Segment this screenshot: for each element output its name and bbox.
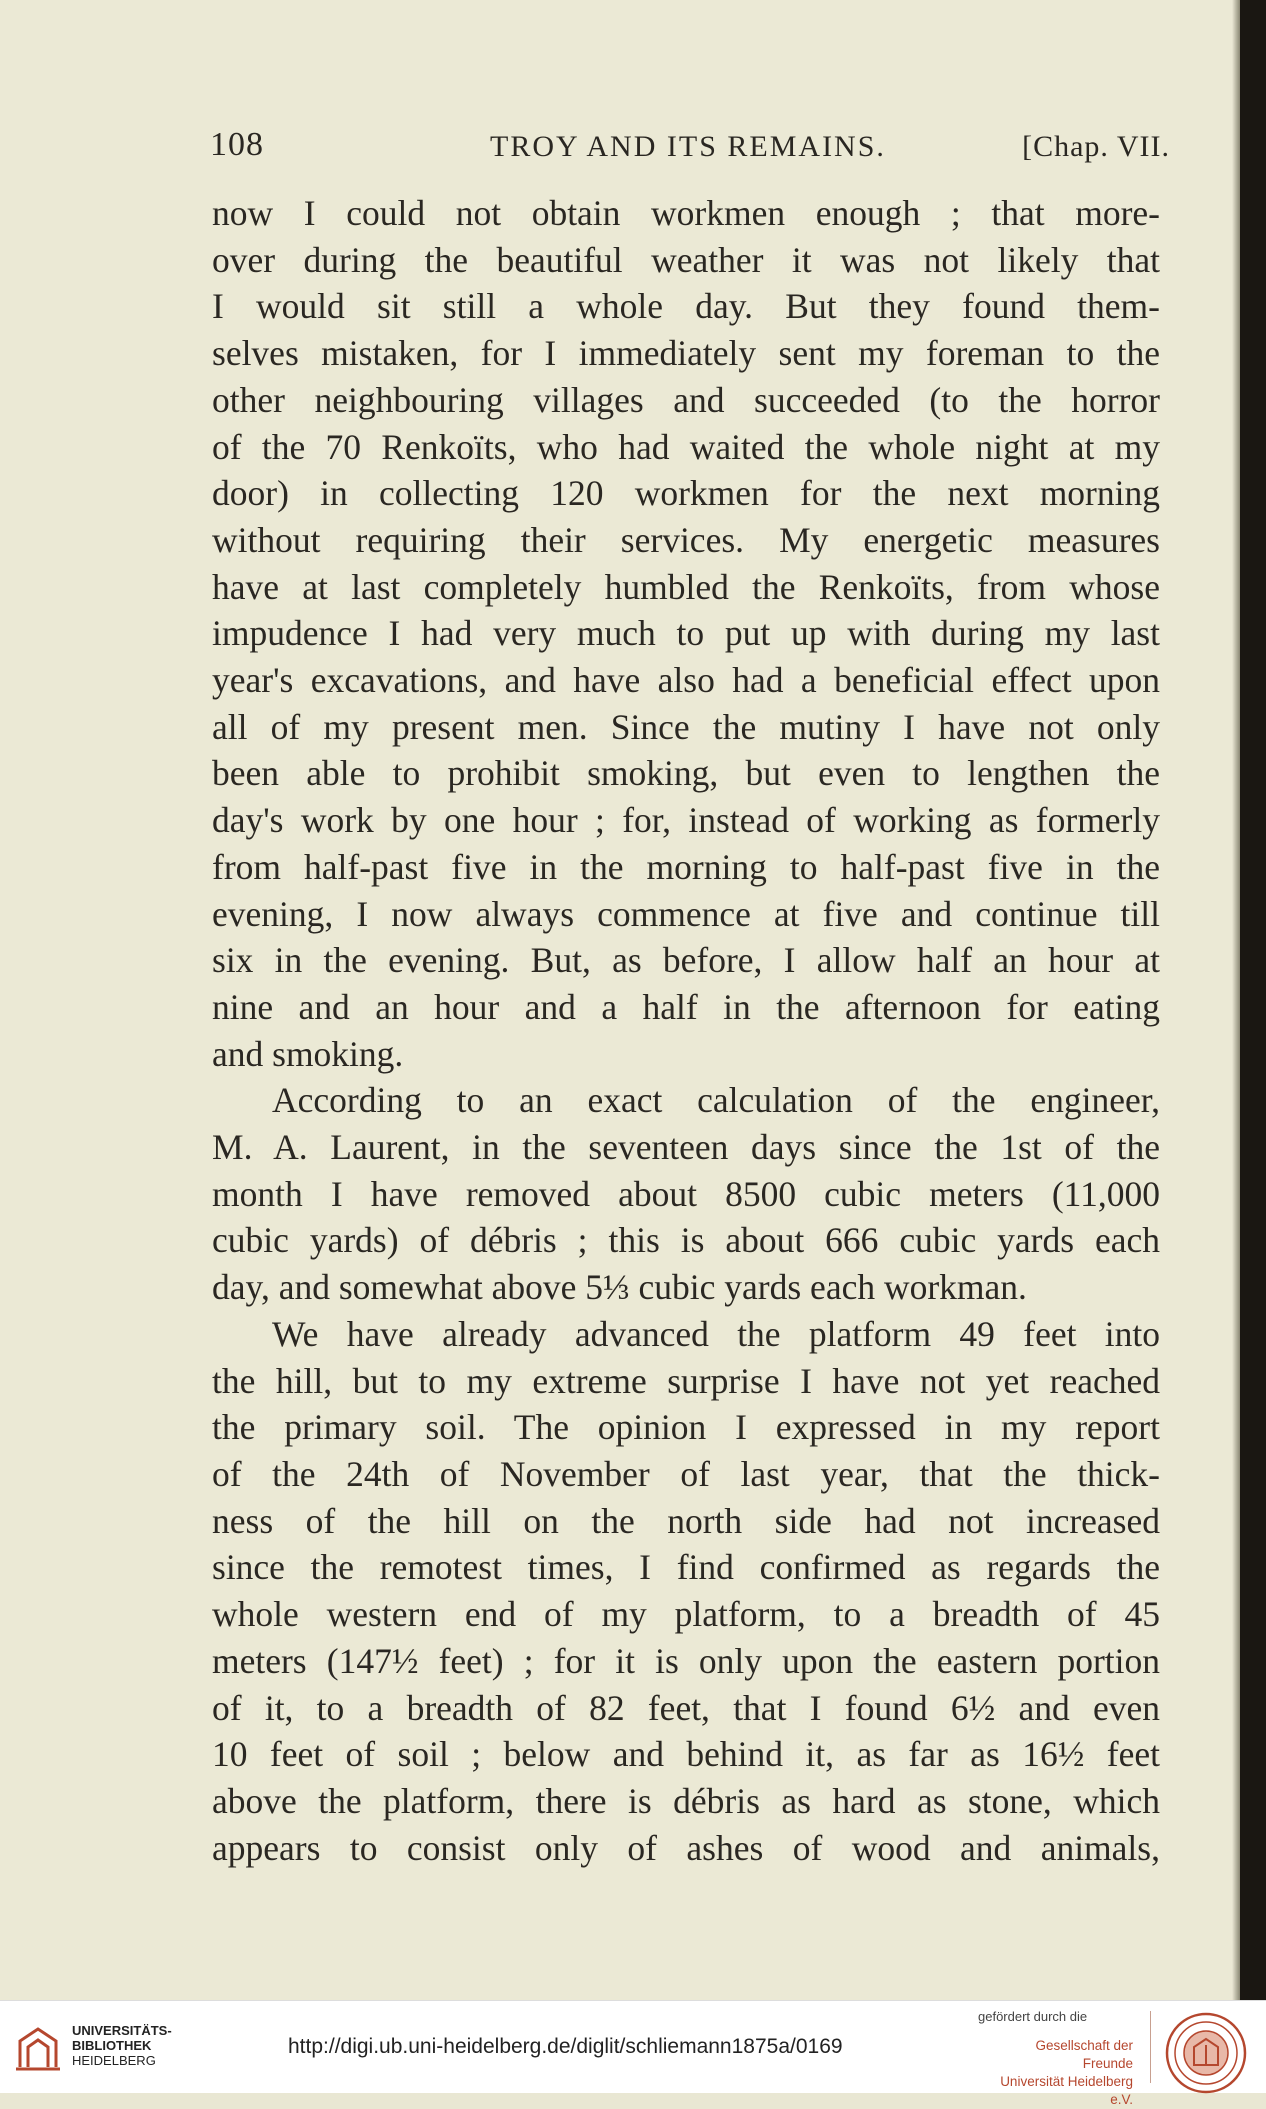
text-line: door) in collecting 120 workmen for the next morning bbox=[212, 473, 1160, 514]
text-line: cubic yards) of débris ; this is about 666 cubic yards each bbox=[212, 1220, 1160, 1261]
text-line: M. A. Laurent, in the seventeen days since the 1st of the bbox=[212, 1127, 1160, 1168]
text-line: above the platform, there is débris as hard as stone, which bbox=[212, 1780, 1160, 1821]
chapter-label: [Chap. VII. bbox=[1022, 130, 1170, 163]
text-line: and smoking. bbox=[212, 1033, 404, 1074]
text-line: day's work by one hour ; for, instead of working as formerly bbox=[212, 800, 1160, 841]
footer-divider bbox=[1150, 2011, 1151, 2083]
text-line: have at last completely humbled the Renkoïts, from whose bbox=[212, 566, 1160, 607]
text-line: all of my present men. Since the mutiny I have not only bbox=[212, 706, 1160, 747]
text-line: now I could not obtain workmen enough ; that more- bbox=[212, 193, 1160, 233]
page-gutter-shadow bbox=[1232, 0, 1240, 2000]
body-text bbox=[212, 190, 1160, 1871]
page-header bbox=[210, 126, 1170, 176]
sponsor-note: gefördert durch die bbox=[978, 2009, 1088, 2024]
text-line: the hill, but to my extreme surprise I have not yet reached bbox=[212, 1360, 1160, 1401]
text-line: whole western end of my platform, to a breadth of 45 bbox=[212, 1594, 1160, 1635]
book-spine-edge bbox=[1240, 0, 1266, 2000]
text-line: month I have removed about 8500 cubic meters (11,000 bbox=[212, 1173, 1160, 1214]
ub-heidelberg-logo-icon bbox=[12, 2023, 64, 2075]
text-line: other neighbouring villages and succeeded (to the horror bbox=[212, 379, 1160, 420]
library-name-line2: BIBLIOTHEK bbox=[72, 2038, 152, 2053]
text-line: without requiring their services. My energetic measures bbox=[212, 519, 1160, 560]
library-name-line1: UNIVERSITÄTS- bbox=[72, 2023, 172, 2038]
text-line: According to an exact calculation of the engineer, bbox=[272, 1080, 1160, 1121]
sponsor-line1: Gesellschaft der Freunde bbox=[1035, 2038, 1133, 2071]
text-line: of it, to a breadth of 82 feet, that I found 6½ and even bbox=[212, 1687, 1160, 1728]
text-line: year's excavations, and have also had a beneficial effect upon bbox=[212, 660, 1160, 701]
text-line: impudence I had very much to put up with during my last bbox=[212, 613, 1160, 654]
digitization-footer bbox=[0, 2000, 1266, 2107]
university-seal-icon bbox=[1164, 2011, 1248, 2095]
text-line: the primary soil. The opinion I expressed in my report bbox=[212, 1407, 1160, 1448]
text-line: ness of the hill on the north side had not increased bbox=[212, 1500, 1160, 1541]
running-title: TROY AND ITS REMAINS. bbox=[490, 130, 886, 163]
text-line: of the 70 Renkoïts, who had waited the whole night at my bbox=[212, 426, 1160, 467]
library-name-line3: HEIDELBERG bbox=[72, 2053, 156, 2068]
text-line: over during the beautiful weather it was not likely that bbox=[212, 239, 1160, 280]
sponsor-line2: Universität Heidelberg e.V. bbox=[1000, 2074, 1133, 2107]
page-number: 108 bbox=[210, 126, 264, 163]
text-line: been able to prohibit smoking, but even to lengthen the bbox=[212, 753, 1160, 794]
text-line: of the 24th of November of last year, that the thick- bbox=[212, 1453, 1160, 1494]
text-line: appears to consist only of ashes of wood and animals, bbox=[212, 1827, 1160, 1868]
text-line: selves mistaken, for I immediately sent my foreman to the bbox=[212, 333, 1160, 374]
permalink-url[interactable]: http://digi.ub.uni-heidelberg.de/diglit/schliemann1875a/0169 bbox=[288, 2035, 843, 2058]
text-line: evening, I now always commence at five and continue till bbox=[212, 893, 1160, 934]
text-line: I would sit still a whole day. But they found them- bbox=[212, 286, 1160, 327]
text-line: six in the evening. But, as before, I allow half an hour at bbox=[212, 940, 1160, 981]
text-line: meters (147½ feet) ; for it is only upon the eastern portion bbox=[212, 1640, 1160, 1681]
text-line: from half-past five in the morning to half-past five in the bbox=[212, 846, 1160, 887]
sponsor-name bbox=[983, 2037, 1133, 2109]
text-line: nine and an hour and a half in the afternoon for eating bbox=[212, 986, 1160, 1027]
text-line: since the remotest times, I find confirmed as regards the bbox=[212, 1547, 1160, 1588]
text-line: We have already advanced the platform 49 feet into bbox=[272, 1313, 1160, 1354]
text-line: 10 feet of soil ; below and behind it, as far as 16½ feet bbox=[212, 1734, 1160, 1775]
text-line: day, and somewhat above 5⅓ cubic yards each workman. bbox=[212, 1267, 1027, 1308]
library-name bbox=[72, 2023, 172, 2068]
